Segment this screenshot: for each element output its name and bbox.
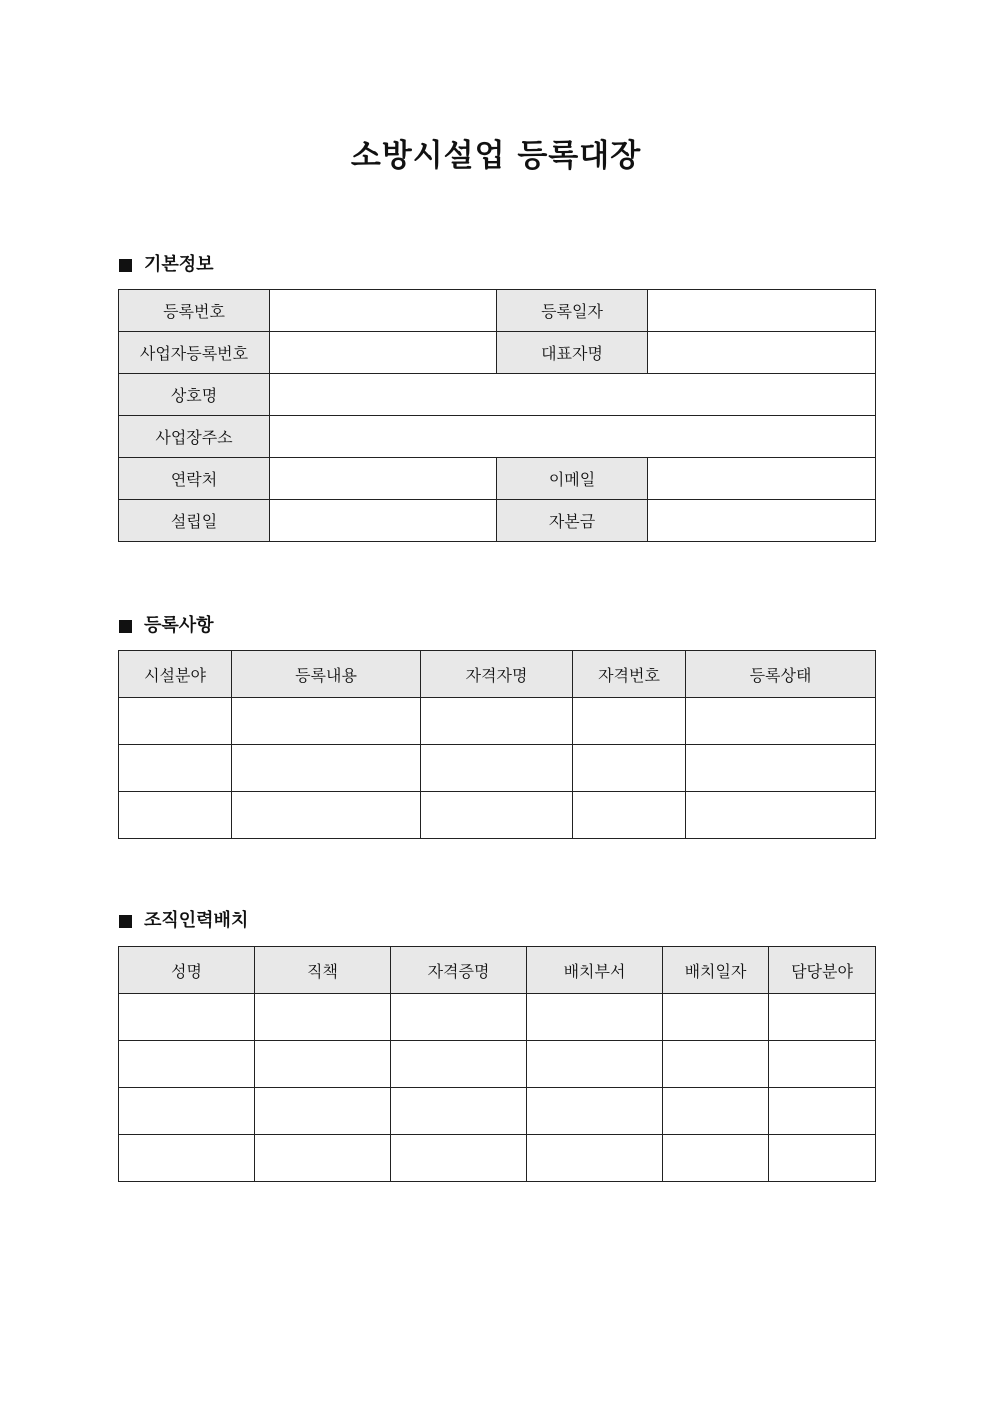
table-cell[interactable]	[255, 1088, 391, 1135]
contact-label: 연락처	[119, 458, 270, 500]
table-cell[interactable]	[769, 1088, 876, 1135]
column-header-department: 배치부서	[527, 947, 663, 994]
basic-info-heading-label: 기본정보	[144, 254, 214, 275]
table-cell[interactable]	[686, 792, 876, 839]
capital-label: 자본금	[497, 500, 648, 542]
table-row	[119, 500, 876, 542]
registration-number-label: 등록번호	[119, 290, 270, 332]
square-bullet-icon	[119, 620, 132, 633]
column-header-registration-content: 등록내용	[232, 651, 421, 698]
table-cell[interactable]	[573, 745, 686, 792]
table-cell[interactable]	[232, 745, 421, 792]
column-header-certificate: 자격증명	[391, 947, 527, 994]
table-row	[119, 745, 876, 792]
table-row	[119, 1041, 876, 1088]
business-reg-number-label: 사업자등록번호	[119, 332, 270, 374]
business-reg-number-field[interactable]	[270, 332, 497, 374]
table-row	[119, 698, 876, 745]
table-cell[interactable]	[769, 994, 876, 1041]
table-cell[interactable]	[391, 1041, 527, 1088]
column-header-qualification-number: 자격번호	[573, 651, 686, 698]
table-row	[119, 792, 876, 839]
table-row	[119, 290, 876, 332]
table-cell[interactable]	[391, 994, 527, 1041]
staff-heading	[119, 909, 248, 933]
table-cell[interactable]	[527, 1088, 663, 1135]
table-cell[interactable]	[232, 698, 421, 745]
table-header-row	[119, 651, 876, 698]
email-label: 이메일	[497, 458, 648, 500]
table-cell[interactable]	[663, 1135, 769, 1182]
table-cell[interactable]	[663, 1041, 769, 1088]
table-cell[interactable]	[527, 1135, 663, 1182]
table-row	[119, 458, 876, 500]
column-header-assignment-date: 배치일자	[663, 947, 769, 994]
table-cell[interactable]	[686, 698, 876, 745]
representative-name-field[interactable]	[648, 332, 876, 374]
registration-heading-label: 등록사항	[144, 615, 214, 636]
capital-field[interactable]	[648, 500, 876, 542]
column-header-facility-field: 시설분야	[119, 651, 232, 698]
table-cell[interactable]	[391, 1088, 527, 1135]
table-cell[interactable]	[232, 792, 421, 839]
table-cell[interactable]	[119, 745, 232, 792]
company-name-field[interactable]	[270, 374, 876, 416]
table-row	[119, 332, 876, 374]
email-field[interactable]	[648, 458, 876, 500]
staff-table	[118, 946, 876, 1182]
column-header-responsibility: 담당분야	[769, 947, 876, 994]
business-address-label: 사업장주소	[119, 416, 270, 458]
table-cell[interactable]	[255, 1041, 391, 1088]
square-bullet-icon	[119, 259, 132, 272]
table-cell[interactable]	[119, 1088, 255, 1135]
registration-heading	[119, 614, 214, 638]
table-row	[119, 1088, 876, 1135]
table-cell[interactable]	[769, 1041, 876, 1088]
table-cell[interactable]	[255, 1135, 391, 1182]
table-cell[interactable]	[391, 1135, 527, 1182]
table-cell[interactable]	[421, 698, 573, 745]
table-cell[interactable]	[119, 698, 232, 745]
table-cell[interactable]	[573, 698, 686, 745]
registration-date-label: 등록일자	[497, 290, 648, 332]
established-date-label: 설립일	[119, 500, 270, 542]
basic-info-table	[118, 289, 876, 542]
company-name-label: 상호명	[119, 374, 270, 416]
column-header-qualified-person: 자격자명	[421, 651, 573, 698]
square-bullet-icon	[119, 915, 132, 928]
column-header-position: 직책	[255, 947, 391, 994]
table-cell[interactable]	[119, 1135, 255, 1182]
column-header-registration-status: 등록상태	[686, 651, 876, 698]
established-date-field[interactable]	[270, 500, 497, 542]
staff-heading-label: 조직인력배치	[144, 910, 249, 931]
table-cell[interactable]	[119, 792, 232, 839]
table-cell[interactable]	[119, 994, 255, 1041]
table-cell[interactable]	[573, 792, 686, 839]
table-cell[interactable]	[686, 745, 876, 792]
table-row	[119, 374, 876, 416]
table-cell[interactable]	[663, 994, 769, 1041]
table-cell[interactable]	[421, 792, 573, 839]
table-row	[119, 1135, 876, 1182]
registration-table	[118, 650, 876, 839]
table-cell[interactable]	[421, 745, 573, 792]
table-cell[interactable]	[663, 1088, 769, 1135]
table-cell[interactable]	[119, 1041, 255, 1088]
basic-info-heading	[119, 253, 214, 277]
registration-date-field[interactable]	[648, 290, 876, 332]
contact-field[interactable]	[270, 458, 497, 500]
column-header-name: 성명	[119, 947, 255, 994]
table-cell[interactable]	[527, 1041, 663, 1088]
table-header-row	[119, 947, 876, 994]
business-address-field[interactable]	[270, 416, 876, 458]
table-cell[interactable]	[769, 1135, 876, 1182]
table-row	[119, 416, 876, 458]
registration-number-field[interactable]	[270, 290, 497, 332]
representative-name-label: 대표자명	[497, 332, 648, 374]
table-cell[interactable]	[255, 994, 391, 1041]
document-title: 소방시설업 등록대장	[350, 138, 642, 174]
table-cell[interactable]	[527, 994, 663, 1041]
table-row	[119, 994, 876, 1041]
